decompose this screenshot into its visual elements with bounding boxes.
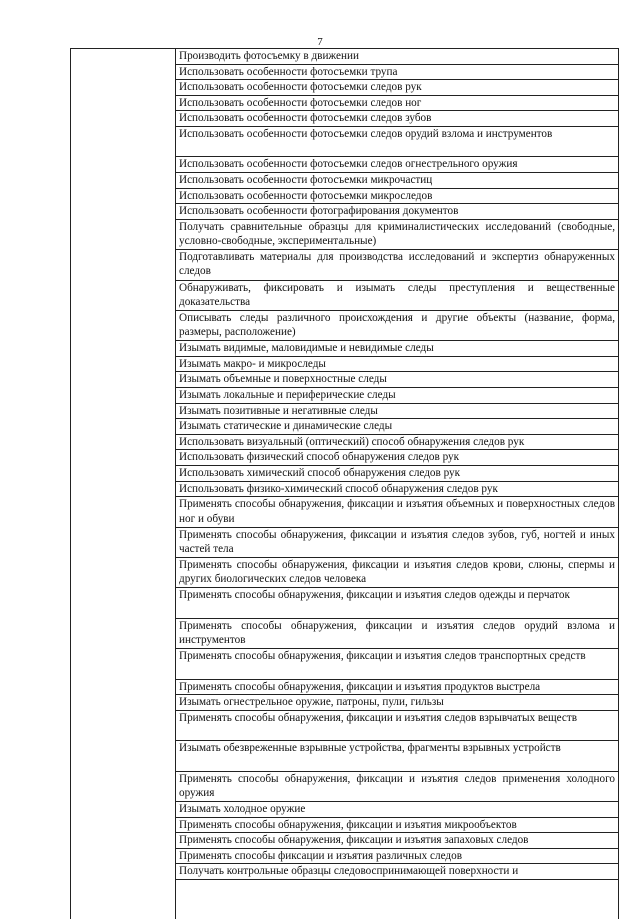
table-row: Использовать особенности фотосъемки следов орудий взлома и инструментов xyxy=(176,127,618,157)
page-number: 7 xyxy=(317,36,323,48)
table-row: Применять способы обнаружения, фиксации и изъятия следов орудий взлома и инструментов xyxy=(176,619,618,649)
table-row: Изымать статические и динамические следы xyxy=(176,419,618,435)
table-row: Использовать особенности фотосъемки следов зубов xyxy=(176,111,618,127)
table-row: Использовать особенности фотосъемки трупа xyxy=(176,65,618,81)
table-row: Применять способы обнаружения, фиксации и изъятия следов взрывчатых веществ xyxy=(176,711,618,741)
table-row: Использовать физико-химический способ обнаружения следов рук xyxy=(176,482,618,498)
table-left-column xyxy=(71,49,176,919)
table-row: Изымать холодное оружие xyxy=(176,802,618,818)
table-row: Изымать позитивные и негативные следы xyxy=(176,404,618,420)
table-right-column xyxy=(176,49,618,919)
table-row: Использовать особенности фотосъемки микрочастиц xyxy=(176,173,618,189)
table-row: Применять способы обнаружения, фиксации и изъятия следов транспортных средств xyxy=(176,649,618,679)
table-row: Использовать особенности фотографирования документов xyxy=(176,204,618,220)
table-row: Использовать особенности фотосъемки следов огнестрельного оружия xyxy=(176,157,618,173)
table-row: Применять способы обнаружения, фиксации и изъятия микрообъектов xyxy=(176,818,618,834)
table-row: Изымать объемные и поверхностные следы xyxy=(176,372,618,388)
table-row: Изымать локальные и периферические следы xyxy=(176,388,618,404)
skills-table xyxy=(70,48,619,919)
table-row: Применять способы фиксации и изъятия различных следов xyxy=(176,849,618,865)
table-row: Применять способы обнаружения, фиксации и изъятия следов зубов, губ, ногтей и иных частей тела xyxy=(176,528,618,558)
table-row: Использовать особенности фотосъемки следов ног xyxy=(176,96,618,112)
table-row: Получать контрольные образцы следовоспринимающей поверхности и xyxy=(176,864,618,880)
table-row: Применять способы обнаружения, фиксации и изъятия объемных и поверхностных следов ног и обуви xyxy=(176,497,618,527)
table-row: Использовать физический способ обнаружения следов рук xyxy=(176,450,618,466)
table-row: Использовать особенности фотосъемки следов рук xyxy=(176,80,618,96)
table-row: Использовать визуальный (оптический) способ обнаружения следов рук xyxy=(176,435,618,451)
table-row: Подготавливать материалы для производства исследований и экспертиз обнаруженных следов xyxy=(176,250,618,280)
table-row: Применять способы обнаружения, фиксации и изъятия следов одежды и перчаток xyxy=(176,588,618,618)
table-row: Изымать макро- и микроследы xyxy=(176,357,618,373)
table-row: Изымать обезвреженные взрывные устройства, фрагменты взрывных устройств xyxy=(176,741,618,771)
table-row: Применять способы обнаружения, фиксации и изъятия продуктов выстрела xyxy=(176,680,618,696)
table-row: Применять способы обнаружения, фиксации и изъятия запаховых следов xyxy=(176,833,618,849)
table-row: Использовать химический способ обнаружения следов рук xyxy=(176,466,618,482)
table-row: Применять способы обнаружения, фиксации и изъятия следов применения холодного оружия xyxy=(176,772,618,802)
table-row: Производить фотосъемку в движении xyxy=(176,49,618,65)
table-row: Изымать огнестрельное оружие, патроны, пули, гильзы xyxy=(176,695,618,711)
table-row: Использовать особенности фотосъемки микроследов xyxy=(176,189,618,205)
table-row: Обнаруживать, фиксировать и изымать следы преступления и вещественные доказательства xyxy=(176,281,618,311)
table-row: Получать сравнительные образцы для криминалистических исследований (свободные, условно-свободные, экспериментальные) xyxy=(176,220,618,250)
table-row: Изымать видимые, маловидимые и невидимые следы xyxy=(176,341,618,357)
table-row: Применять способы обнаружения, фиксации и изъятия следов крови, слюны, спермы и других биологических следов человека xyxy=(176,558,618,588)
table-row: Описывать следы различного происхождения и другие объекты (название, форма, размеры, расположение) xyxy=(176,311,618,341)
